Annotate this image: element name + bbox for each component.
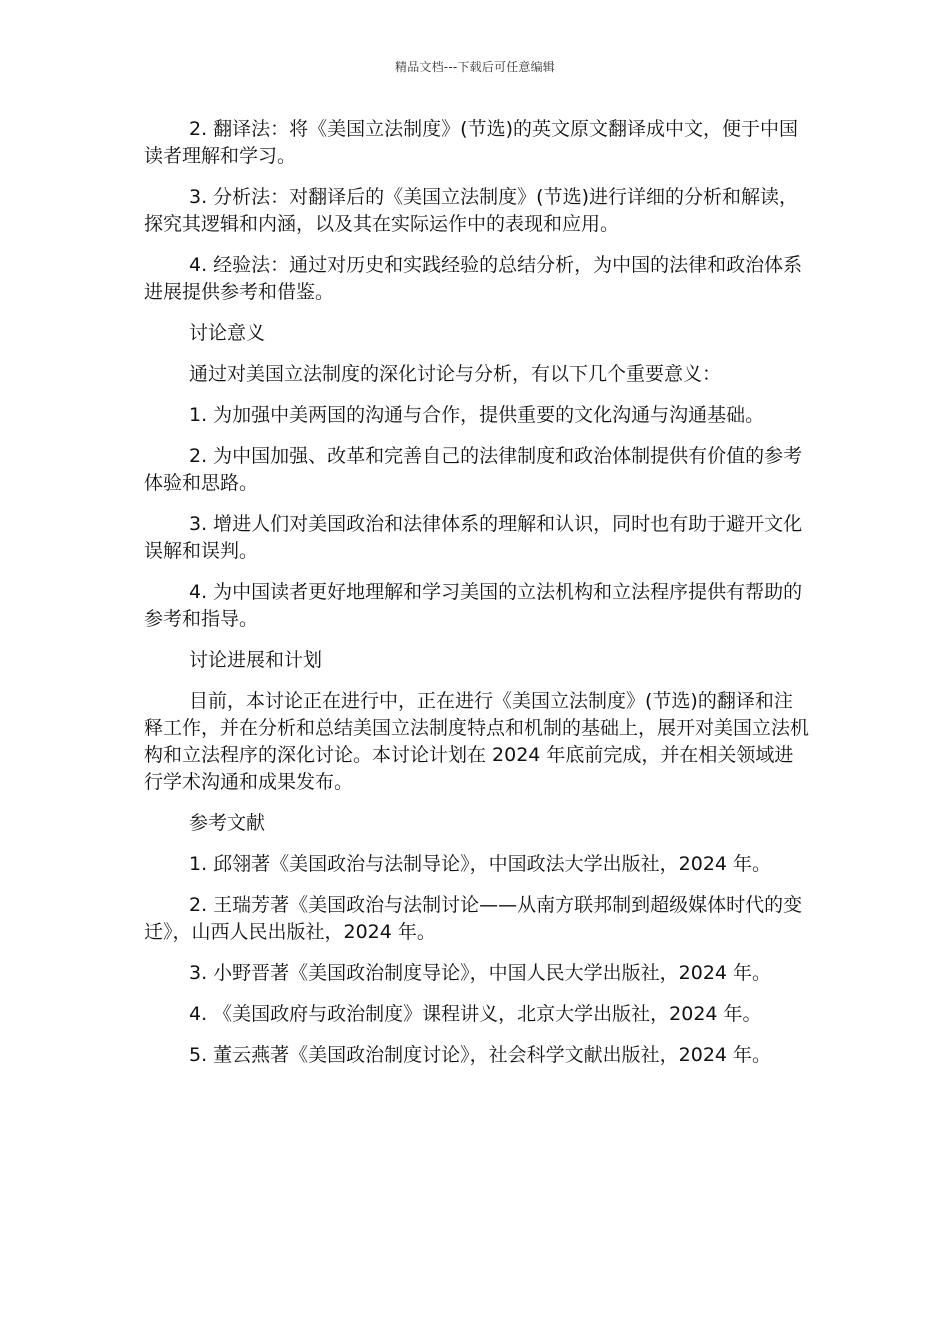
section-heading-significance: 讨论意义 [189, 322, 266, 344]
significance-item: 3. 增进人们对美国政治和法律体系的理解和认识，同时也有助于避开文化误解和误判。 [144, 513, 803, 562]
reference-item: 1. 邱翎著《美国政治与法制导论》，中国政法大学出版社，2024 年。 [189, 853, 772, 875]
document-body [144, 116, 810, 1083]
reference-item: 4. 《美国政府与政治制度》课程讲义，北京大学出版社，2024 年。 [189, 1003, 762, 1025]
significance-intro: 通过对美国立法制度的深化讨论与分析，有以下几个重要意义： [189, 363, 722, 385]
significance-item: 2. 为中国加强、改革和完善自己的法律制度和政治体制提供有价值的参考体验和思路。 [144, 445, 803, 494]
method-analysis: 3. 分析法：对翻译后的《美国立法制度》(节选)进行详细的分析和解读，探究其逻辑和内涵，以及其在实际运作中的表现和应用。 [144, 186, 798, 235]
method-experience: 4. 经验法：通过对历史和实践经验的总结分析，为中国的法律和政治体系进展提供参考和借鉴。 [144, 254, 803, 303]
reference-item: 5. 董云燕著《美国政治制度讨论》，社会科学文献出版社，2024 年。 [189, 1044, 772, 1066]
progress-text: 目前，本讨论正在进行中，正在进行《美国立法制度》(节选)的翻译和注释工作，并在分析和总结美国立法制度特点和机制的基础上，展开对美国立法机构和立法程序的深化讨论。本讨论计划在 2024 年底前完成，并在相关领域进行学术沟通和成果发布。 [144, 690, 810, 793]
significance-item: 1. 为加强中美两国的沟通与合作，提供重要的文化沟通与沟通基础。 [189, 404, 765, 426]
reference-item: 2. 王瑞芳著《美国政治与法制讨论——从南方联邦制到超级媒体时代的变迁》，山西人民出版社，2024 年。 [144, 894, 803, 943]
section-heading-references: 参考文献 [189, 812, 266, 834]
significance-item: 4. 为中国读者更好地理解和学习美国的立法机构和立法程序提供有帮助的参考和指导。 [144, 581, 803, 630]
section-heading-progress: 讨论进展和计划 [189, 649, 323, 671]
method-translation: 2. 翻译法：将《美国立法制度》(节选)的英文原文翻译成中文，便于中国读者理解和学习。 [144, 118, 798, 167]
page-header: 精品文档---下载后可任意编辑 [395, 60, 555, 74]
reference-item: 3. 小野晋著《美国政治制度导论》，中国人民大学出版社，2024 年。 [189, 962, 772, 984]
